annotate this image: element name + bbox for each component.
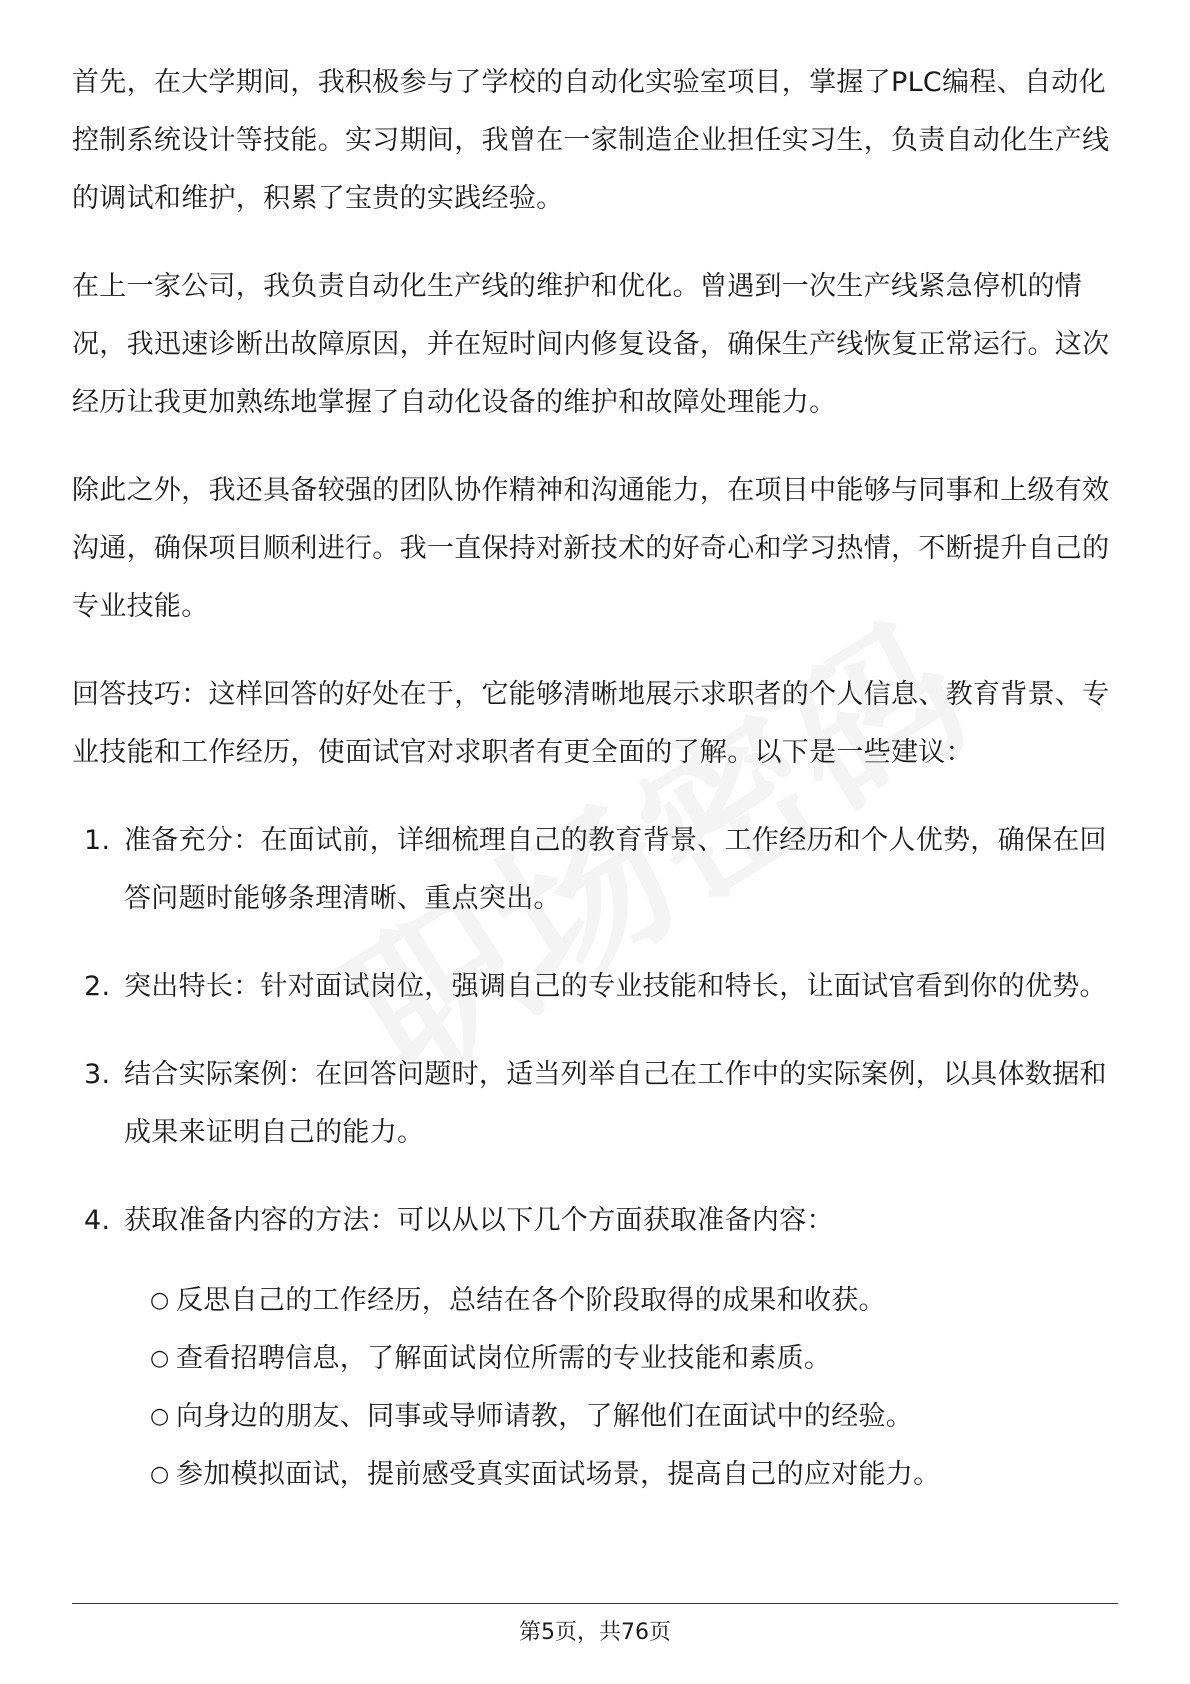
list-item-text: 结合实际案例：在回答问题时，适当列举自己在工作中的实际案例，以具体数据和成果来证明自己的能力。: [124, 1059, 1107, 1148]
list-item-text: 准备充分：在面试前，详细梳理自己的教育背景、工作经历和个人优势，确保在回答问题时能够条理清晰、重点突出。: [124, 825, 1107, 914]
list-item: [72, 812, 1118, 928]
circle-bullet-icon: ○: [150, 1288, 170, 1313]
list-number: 2.: [84, 971, 111, 1002]
paragraph-education: 首先，在大学期间，我积极参与了学校的自动化实验室项目，掌握了PLC编程、自动化控制系统设计等技能。实习期间，我曾在一家制造企业担任实习生，负责自动化生产线的调试和维护，积累了宝贵的实践经验。: [72, 67, 1110, 214]
list-item: [72, 1192, 1118, 1504]
sub-list-item-text: 反思自己的工作经历，总结在各个阶段取得的成果和收获。: [176, 1285, 886, 1316]
page-number: 第5页，共76页: [519, 1620, 671, 1645]
paragraph-work-experience: 在上一家公司，我负责自动化生产线的维护和优化。曾遇到一次生产线紧急停机的情况，我迅速诊断出故障原因，并在短时间内修复设备，确保生产线恢复正常运行。这次经历让我更加熟练地掌握了自动化设备的维护和故障处理能力。: [72, 271, 1110, 418]
sub-list: [124, 1272, 1118, 1504]
circle-bullet-icon: ○: [150, 1346, 170, 1371]
sub-list-item: [124, 1388, 1118, 1446]
tips-list: [72, 812, 1118, 1504]
list-number: 1.: [84, 825, 111, 856]
list-item: [72, 1046, 1118, 1162]
sub-list-item-text: 向身边的朋友、同事或导师请教，了解他们在面试中的经验。: [176, 1401, 914, 1432]
circle-bullet-icon: ○: [150, 1462, 170, 1487]
list-number: 4.: [84, 1205, 111, 1236]
list-item-text: 获取准备内容的方法：可以从以下几个方面获取准备内容：: [124, 1205, 834, 1236]
list-item: [72, 958, 1118, 1016]
paragraph-soft-skills: 除此之外，我还具备较强的团队协作精神和沟通能力，在项目中能够与同事和上级有效沟通，确保项目顺利进行。我一直保持对新技术的好奇心和学习热情，不断提升自己的专业技能。: [72, 475, 1110, 622]
sub-list-item-text: 查看招聘信息，了解面试岗位所需的专业技能和素质。: [176, 1343, 832, 1374]
circle-bullet-icon: ○: [150, 1404, 170, 1429]
list-number: 3.: [84, 1059, 111, 1090]
sub-list-item: [124, 1446, 1118, 1504]
sub-list-item: [124, 1330, 1118, 1388]
sub-list-item: [124, 1272, 1118, 1330]
sub-list-item-text: 参加模拟面试，提前感受真实面试场景，提高自己的应对能力。: [176, 1459, 941, 1490]
paragraph-answer-tips: 回答技巧：这样回答的好处在于，它能够清晰地展示求职者的个人信息、教育背景、专业技能和工作经历，使面试官对求职者有更全面的了解。以下是一些建议：: [72, 679, 1110, 768]
list-item-text: 突出特长：针对面试岗位，强调自己的专业技能和特长，让面试官看到你的优势。: [124, 971, 1107, 1002]
document-body: [72, 54, 1118, 1534]
footer-divider: [72, 1603, 1118, 1604]
